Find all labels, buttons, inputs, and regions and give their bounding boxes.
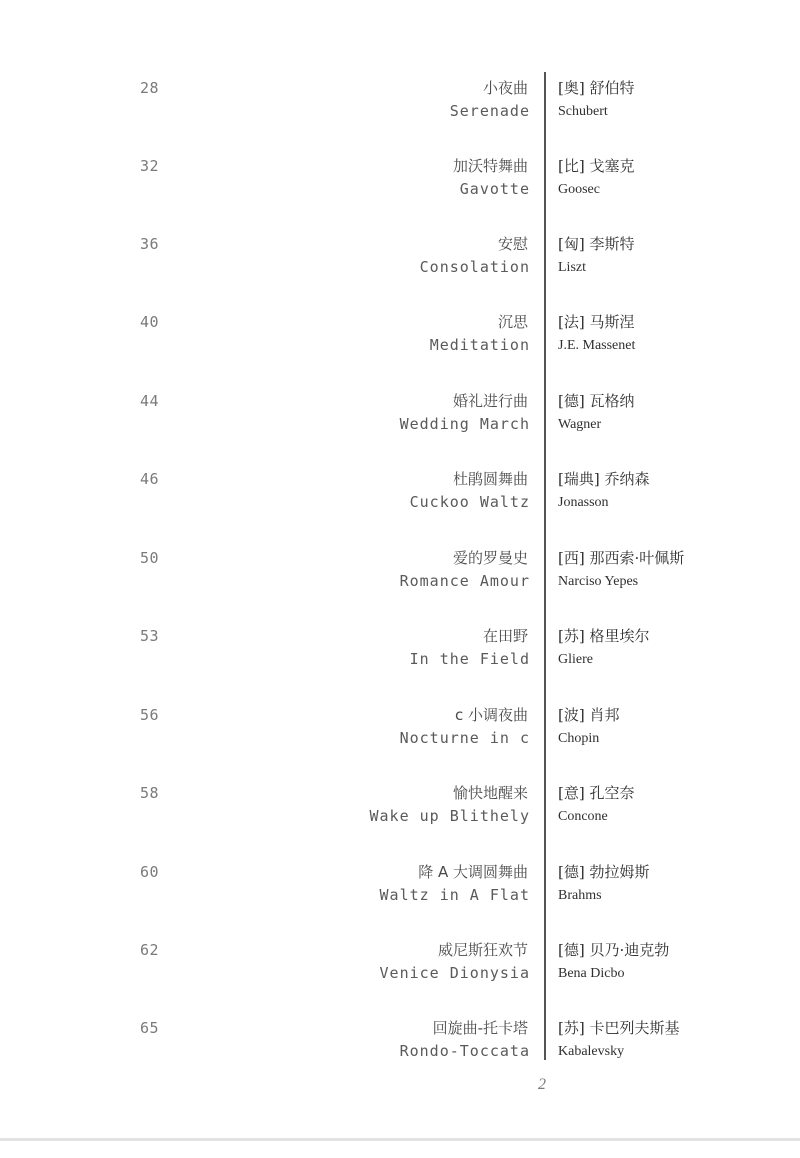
entry-page-number: 28 bbox=[140, 79, 160, 97]
entry-title-chinese: 在田野 bbox=[482, 627, 528, 645]
entry-page-number: 46 bbox=[140, 470, 160, 488]
entry-composer-chinese: [法] 马斯涅 bbox=[558, 313, 635, 331]
entry-composer-chinese: [德] 瓦格纳 bbox=[558, 392, 635, 410]
page-number: 2 bbox=[538, 1076, 546, 1093]
entry-page-number: 44 bbox=[140, 392, 160, 410]
entry-title-english: Nocturne in c bbox=[399, 729, 530, 747]
entry-page-number: 58 bbox=[140, 784, 160, 802]
entry-composer-chinese: [德] 贝乃·迪克勃 bbox=[558, 941, 670, 959]
entry-title-chinese: 婚礼进行曲 bbox=[452, 392, 528, 410]
toc-entry bbox=[0, 231, 800, 291]
entry-composer-english: Liszt bbox=[558, 260, 586, 275]
toc-entry bbox=[0, 75, 800, 135]
entry-composer-chinese: [意] 孔空奈 bbox=[558, 784, 635, 802]
entry-title-chinese: c 小调夜曲 bbox=[454, 706, 528, 724]
entry-page-number: 40 bbox=[140, 313, 160, 331]
entry-composer-english: Schubert bbox=[558, 104, 608, 119]
toc-entry bbox=[0, 153, 800, 213]
entry-composer-english: Brahms bbox=[558, 888, 602, 903]
toc-entry bbox=[0, 859, 800, 919]
entry-composer-english: Chopin bbox=[558, 731, 600, 746]
entry-composer-chinese: [瑞典] 乔纳森 bbox=[558, 470, 650, 488]
entry-title-english: Venice Dionysia bbox=[379, 964, 530, 982]
entry-composer-english: J.E. Massenet bbox=[558, 338, 636, 353]
entry-page-number: 65 bbox=[140, 1019, 160, 1037]
toc-entry bbox=[0, 388, 800, 448]
entry-title-chinese: 杜鹃圆舞曲 bbox=[452, 470, 528, 488]
entry-composer-english: Narciso Yepes bbox=[558, 574, 639, 589]
entry-composer-english: Gliere bbox=[558, 652, 593, 667]
page-bottom-edge bbox=[0, 1138, 800, 1141]
entry-page-number: 56 bbox=[140, 706, 160, 724]
toc-entry bbox=[0, 702, 800, 762]
entry-title-english: Consolation bbox=[419, 258, 530, 276]
entry-title-chinese: 愉快地醒来 bbox=[452, 784, 528, 802]
entry-title-chinese: 加沃特舞曲 bbox=[452, 157, 528, 175]
entry-composer-chinese: [德] 勃拉姆斯 bbox=[558, 863, 650, 881]
entry-page-number: 32 bbox=[140, 157, 160, 175]
entry-composer-chinese: [匈] 李斯特 bbox=[558, 235, 635, 253]
entry-composer-english: Jonasson bbox=[558, 495, 609, 510]
entry-composer-chinese: [苏] 格里埃尔 bbox=[558, 627, 650, 645]
toc-entry bbox=[0, 1015, 800, 1075]
toc-entry bbox=[0, 780, 800, 840]
entry-title-english: Romance Amour bbox=[399, 572, 530, 590]
entry-composer-english: Goosec bbox=[558, 182, 600, 197]
entry-page-number: 60 bbox=[140, 863, 160, 881]
entry-composer-english: Kabalevsky bbox=[558, 1044, 625, 1059]
entry-title-english: Wake up Blithely bbox=[369, 807, 530, 825]
entry-composer-chinese: [苏] 卡巴列夫斯基 bbox=[558, 1019, 680, 1037]
entry-composer-chinese: [波] 肖邦 bbox=[558, 706, 620, 724]
entry-composer-english: Wagner bbox=[558, 417, 602, 432]
entry-title-chinese: 沉思 bbox=[497, 313, 528, 331]
entry-title-chinese: 安慰 bbox=[497, 235, 528, 253]
entry-title-english: Wedding March bbox=[399, 415, 530, 433]
toc-entry bbox=[0, 309, 800, 369]
entry-title-english: Cuckoo Waltz bbox=[409, 493, 530, 511]
entry-title-english: Rondo-Toccata bbox=[399, 1042, 530, 1060]
entry-title-english: In the Field bbox=[409, 650, 530, 668]
entry-composer-english: Bena Dicbo bbox=[558, 966, 625, 981]
entry-title-chinese: 威尼斯狂欢节 bbox=[437, 941, 528, 959]
entry-composer-chinese: [奥] 舒伯特 bbox=[558, 79, 635, 97]
entry-page-number: 53 bbox=[140, 627, 160, 645]
entry-title-english: Gavotte bbox=[459, 180, 530, 198]
entry-page-number: 62 bbox=[140, 941, 160, 959]
entry-page-number: 50 bbox=[140, 549, 160, 567]
entry-title-chinese: 爱的罗曼史 bbox=[452, 549, 528, 567]
entry-title-english: Waltz in A Flat bbox=[379, 886, 530, 904]
toc-entry bbox=[0, 937, 800, 997]
entry-title-english: Meditation bbox=[429, 336, 530, 354]
entry-page-number: 36 bbox=[140, 235, 160, 253]
entry-composer-chinese: [比] 戈塞克 bbox=[558, 157, 635, 175]
toc-entry bbox=[0, 545, 800, 605]
entry-composer-english: Concone bbox=[558, 809, 608, 824]
entry-title-chinese: 回旋曲-托卡塔 bbox=[432, 1019, 528, 1037]
entry-title-chinese: 降 A 大调圆舞曲 bbox=[418, 863, 528, 881]
toc-entry bbox=[0, 466, 800, 526]
entry-composer-chinese: [西] 那西索·叶佩斯 bbox=[558, 549, 685, 567]
toc-entry bbox=[0, 623, 800, 683]
entry-title-english: Serenade bbox=[449, 102, 530, 120]
entry-title-chinese: 小夜曲 bbox=[482, 79, 528, 97]
